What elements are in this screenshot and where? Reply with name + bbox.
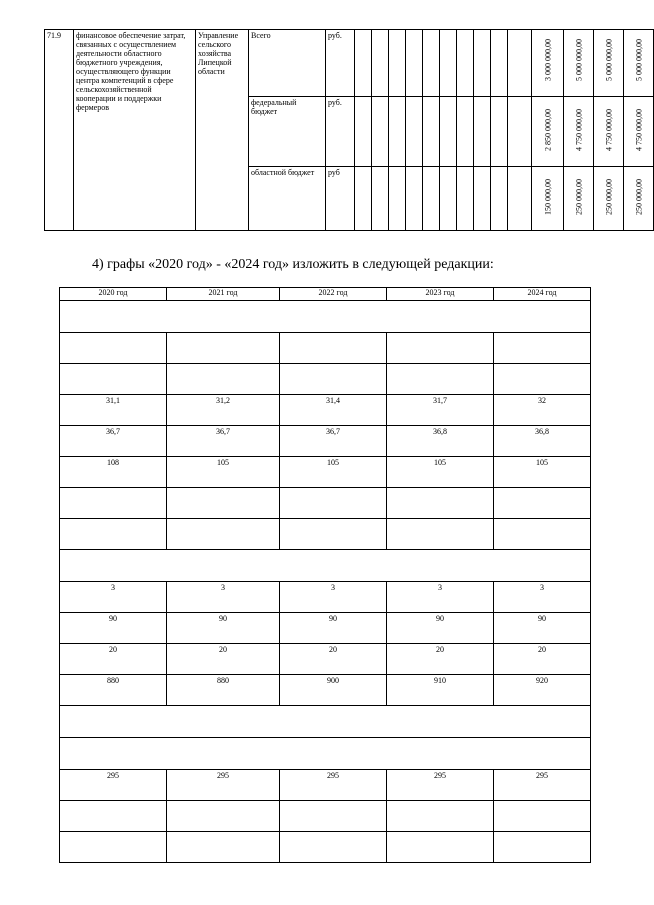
value-cell bbox=[387, 519, 494, 550]
table-row bbox=[60, 364, 591, 395]
value-cell: 32 bbox=[494, 395, 591, 426]
empty-cell bbox=[491, 97, 508, 167]
unit-cell: руб. bbox=[326, 30, 355, 97]
empty-cell bbox=[474, 167, 491, 231]
value-cell: 90 bbox=[60, 613, 167, 644]
empty-cell bbox=[440, 97, 457, 167]
amendment-heading: 4) графы «2020 год» - «2024 год» изложить в следующей редакции: bbox=[92, 257, 494, 272]
amount-value: 250 000,00 bbox=[634, 179, 643, 215]
value-cell: 90 bbox=[167, 613, 280, 644]
value-cell: 3 bbox=[60, 582, 167, 613]
value-cell bbox=[494, 519, 591, 550]
empty-cell bbox=[474, 97, 491, 167]
empty-cell bbox=[355, 97, 372, 167]
empty-cell bbox=[355, 167, 372, 231]
funding-source-cell: федеральный бюджет bbox=[249, 97, 326, 167]
value-cell: 31,2 bbox=[167, 395, 280, 426]
value-cell: 880 bbox=[167, 675, 280, 706]
value-cell: 105 bbox=[387, 457, 494, 488]
section-row bbox=[60, 550, 591, 582]
table-row bbox=[60, 644, 591, 675]
empty-cell bbox=[372, 167, 389, 231]
value-cell: 36,8 bbox=[494, 426, 591, 457]
value-cell: 295 bbox=[167, 770, 280, 801]
amount-value: 250 000,00 bbox=[604, 179, 613, 215]
table-row bbox=[60, 395, 591, 426]
empty-cell bbox=[389, 30, 406, 97]
unit-cell: руб. bbox=[326, 97, 355, 167]
empty-cell bbox=[389, 167, 406, 231]
empty-cell bbox=[440, 30, 457, 97]
value-cell: 295 bbox=[494, 770, 591, 801]
section-cell bbox=[60, 738, 591, 770]
value-cell: 3 bbox=[167, 582, 280, 613]
empty-cell bbox=[372, 30, 389, 97]
year-header: 2024 год bbox=[494, 288, 591, 301]
empty-cell bbox=[491, 30, 508, 97]
amount-value: 2 850 000,00 bbox=[543, 109, 552, 152]
row-number-cell: 71.9 bbox=[45, 30, 74, 231]
program-measure-table bbox=[44, 29, 654, 231]
value-cell: 900 bbox=[280, 675, 387, 706]
empty-cell bbox=[423, 30, 440, 97]
value-cell: 31,1 bbox=[60, 395, 167, 426]
amount-value: 4 750 000,00 bbox=[634, 109, 643, 152]
value-cell: 31,4 bbox=[280, 395, 387, 426]
value-cell bbox=[494, 488, 591, 519]
value-cell bbox=[60, 801, 167, 832]
value-cell bbox=[280, 519, 387, 550]
value-cell: 108 bbox=[60, 457, 167, 488]
value-cell bbox=[494, 364, 591, 395]
value-cell: 295 bbox=[387, 770, 494, 801]
value-cell: 31,7 bbox=[387, 395, 494, 426]
value-cell bbox=[167, 519, 280, 550]
table-row bbox=[60, 801, 591, 832]
funding-source-cell: Всего bbox=[249, 30, 326, 97]
measure-description-cell: финансовое обеспечение затрат, связанных с осуществлением деятельности областного бюджетного учреждения, осуществляющего функции центра компетенций в сфере сельскохозяйственной кооперации и поддержки фермеров bbox=[74, 30, 196, 231]
amount-cell bbox=[624, 167, 654, 231]
empty-cell bbox=[372, 97, 389, 167]
table-row bbox=[60, 426, 591, 457]
value-cell: 105 bbox=[167, 457, 280, 488]
value-cell bbox=[387, 364, 494, 395]
value-cell bbox=[167, 333, 280, 364]
value-cell bbox=[167, 488, 280, 519]
table-row bbox=[60, 519, 591, 550]
value-cell: 880 bbox=[60, 675, 167, 706]
value-cell: 20 bbox=[60, 644, 167, 675]
value-cell: 20 bbox=[167, 644, 280, 675]
section-cell bbox=[60, 301, 591, 333]
value-cell bbox=[167, 832, 280, 863]
value-cell bbox=[280, 333, 387, 364]
section-row bbox=[60, 738, 591, 770]
amount-value: 4 750 000,00 bbox=[604, 109, 613, 152]
section-cell bbox=[60, 706, 591, 738]
value-cell: 3 bbox=[387, 582, 494, 613]
value-cell bbox=[494, 832, 591, 863]
empty-cell bbox=[508, 167, 532, 231]
amount-cell bbox=[624, 30, 654, 97]
value-cell: 920 bbox=[494, 675, 591, 706]
table-row bbox=[60, 770, 591, 801]
value-cell: 105 bbox=[280, 457, 387, 488]
value-cell: 36,7 bbox=[280, 426, 387, 457]
year-header: 2022 год bbox=[280, 288, 387, 301]
value-cell bbox=[167, 364, 280, 395]
value-cell: 90 bbox=[494, 613, 591, 644]
table-row bbox=[60, 582, 591, 613]
value-cell: 910 bbox=[387, 675, 494, 706]
table-row bbox=[60, 675, 591, 706]
section-row bbox=[60, 301, 591, 333]
table-row bbox=[60, 333, 591, 364]
empty-cell bbox=[423, 97, 440, 167]
unit-cell: руб bbox=[326, 167, 355, 231]
table-row bbox=[60, 832, 591, 863]
value-cell bbox=[60, 832, 167, 863]
value-cell: 36,7 bbox=[167, 426, 280, 457]
funding-row bbox=[45, 30, 654, 97]
amount-cell bbox=[564, 167, 594, 231]
amount-cell bbox=[532, 30, 564, 97]
amount-cell bbox=[564, 30, 594, 97]
amount-value: 3 000 000,00 bbox=[543, 39, 552, 81]
value-cell: 36,8 bbox=[387, 426, 494, 457]
value-cell bbox=[387, 488, 494, 519]
empty-cell bbox=[423, 167, 440, 231]
table-row bbox=[60, 488, 591, 519]
empty-cell bbox=[389, 97, 406, 167]
empty-cell bbox=[406, 167, 423, 231]
empty-cell bbox=[406, 97, 423, 167]
value-cell bbox=[494, 333, 591, 364]
value-cell: 36,7 bbox=[60, 426, 167, 457]
value-cell bbox=[280, 488, 387, 519]
value-cell bbox=[280, 832, 387, 863]
value-cell bbox=[167, 801, 280, 832]
value-cell: 90 bbox=[387, 613, 494, 644]
empty-cell bbox=[440, 167, 457, 231]
empty-cell bbox=[508, 97, 532, 167]
table-row bbox=[60, 457, 591, 488]
header-row bbox=[60, 288, 591, 301]
year-header: 2023 год bbox=[387, 288, 494, 301]
section-row bbox=[60, 706, 591, 738]
value-cell: 105 bbox=[494, 457, 591, 488]
amount-value: 4 750 000,00 bbox=[574, 109, 583, 152]
value-cell bbox=[494, 801, 591, 832]
value-cell bbox=[280, 801, 387, 832]
value-cell: 20 bbox=[494, 644, 591, 675]
amount-value: 5 000 000,00 bbox=[574, 39, 583, 81]
amount-value: 250 000,00 bbox=[574, 179, 583, 215]
executor-cell: Управление сельского хозяйства Липецкой области bbox=[196, 30, 249, 231]
year-header: 2021 год bbox=[167, 288, 280, 301]
value-cell: 3 bbox=[280, 582, 387, 613]
value-cell: 295 bbox=[60, 770, 167, 801]
amount-cell bbox=[594, 97, 624, 167]
value-cell bbox=[280, 364, 387, 395]
empty-cell bbox=[355, 30, 372, 97]
amount-cell bbox=[564, 97, 594, 167]
amount-value: 5 000 000,00 bbox=[604, 39, 613, 81]
amount-value: 5 000 000,00 bbox=[634, 39, 643, 81]
value-cell: 3 bbox=[494, 582, 591, 613]
empty-cell bbox=[457, 30, 474, 97]
empty-cell bbox=[474, 30, 491, 97]
amount-cell bbox=[594, 167, 624, 231]
years-table bbox=[59, 287, 591, 863]
empty-cell bbox=[491, 167, 508, 231]
value-cell: 20 bbox=[280, 644, 387, 675]
value-cell bbox=[60, 333, 167, 364]
amount-cell bbox=[624, 97, 654, 167]
value-cell bbox=[387, 801, 494, 832]
value-cell bbox=[60, 519, 167, 550]
empty-cell bbox=[406, 30, 423, 97]
empty-cell bbox=[508, 30, 532, 97]
value-cell bbox=[60, 364, 167, 395]
empty-cell bbox=[457, 167, 474, 231]
year-header: 2020 год bbox=[60, 288, 167, 301]
section-cell bbox=[60, 550, 591, 582]
table-row bbox=[60, 613, 591, 644]
amount-cell bbox=[532, 97, 564, 167]
value-cell: 295 bbox=[280, 770, 387, 801]
value-cell bbox=[387, 832, 494, 863]
value-cell bbox=[60, 488, 167, 519]
amount-cell bbox=[532, 167, 564, 231]
amount-value: 150 000,00 bbox=[543, 179, 552, 215]
value-cell: 20 bbox=[387, 644, 494, 675]
value-cell bbox=[387, 333, 494, 364]
value-cell: 90 bbox=[280, 613, 387, 644]
empty-cell bbox=[457, 97, 474, 167]
amount-cell bbox=[594, 30, 624, 97]
funding-source-cell: областной бюджет bbox=[249, 167, 326, 231]
